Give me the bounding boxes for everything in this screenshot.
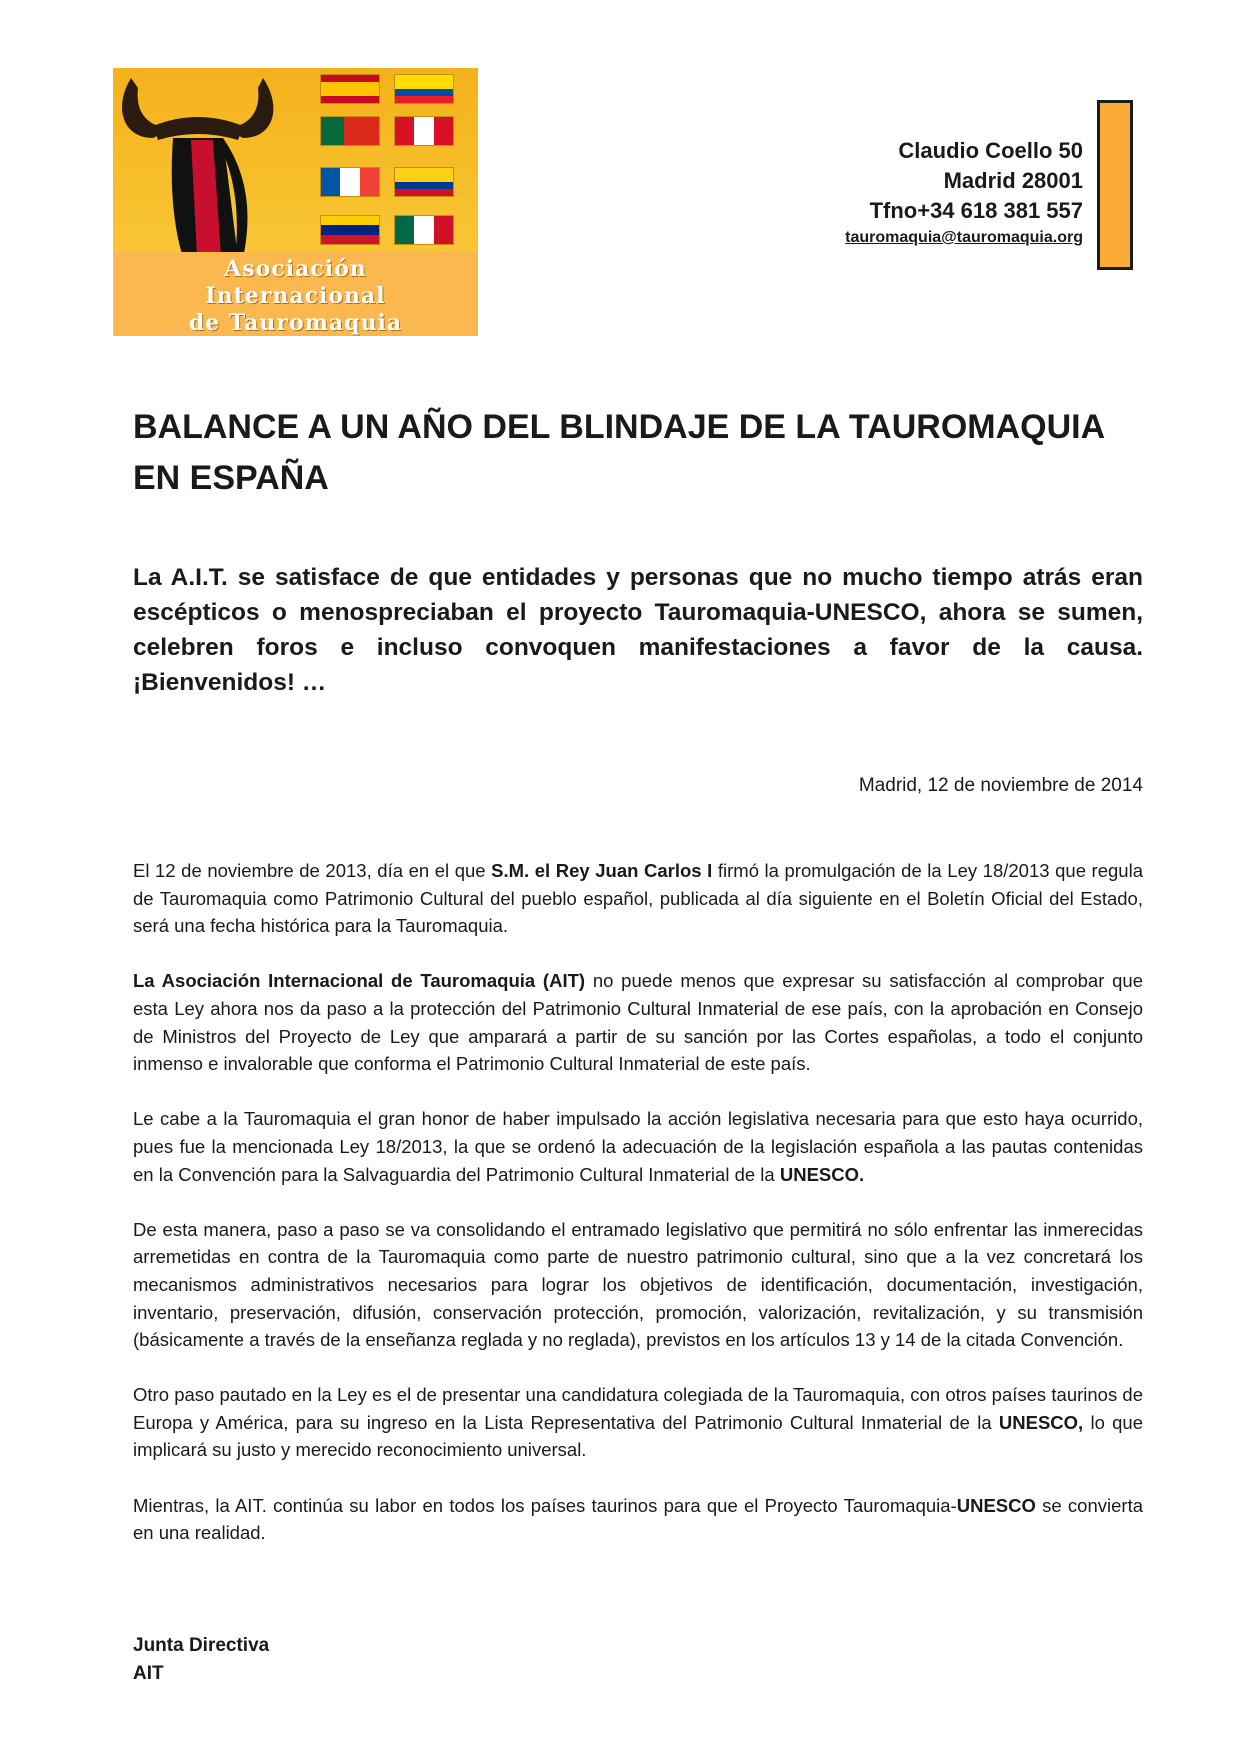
document-body (133, 857, 1143, 1574)
logo-line-2: Internacional (205, 283, 386, 309)
address-phone: Tfno+34 618 381 557 (869, 198, 1083, 223)
p6-text: Mientras, la AIT. continúa su labor en todos los países taurinos para que el Proyecto Tauromaquia- (133, 1494, 957, 1516)
signature-line-2: AIT (133, 1663, 164, 1684)
decorative-side-bar (1097, 100, 1133, 270)
address-email-link[interactable]: tauromaquia@tauromaquia.org (845, 229, 1083, 246)
body-paragraph-6 (133, 1492, 1143, 1547)
spain-flag-icon (320, 74, 380, 104)
logo-line-1: Asociación (224, 256, 367, 282)
p1-text: El 12 de noviembre de 2013, día en el que (133, 860, 492, 881)
p6-bold: UNESCO (956, 1494, 1036, 1516)
p3-bold: UNESCO. (779, 1163, 865, 1185)
p2-bold: La Asociación Internacional de Tauromaquia (AIT) (133, 970, 586, 992)
p5-bold: UNESCO, (998, 1411, 1084, 1433)
body-paragraph-2 (133, 967, 1143, 1077)
body-paragraph-4: De esta manera, paso a paso se va consolidando el entramado legislativo que permitirá no sólo enfrentar las inmerecidas arremetidas en contra de la Tauromaquia como parte de nuestro patrimonio cultural, sino que a la vez concretará los mecanismos administrativos necesarios para lograr los objetivos de identificación, documentación, investigación, inventario, preservación, difusión, conservación protección, promoción, valorización, revitalización, y su transmisión (básicamente a través de la enseñanza reglada y no reglada), previstos en los artículos 13 y 14 de la citada Convención. (133, 1218, 1143, 1351)
logo-line-3: de Tauromaquia (188, 310, 403, 336)
mexico-flag-icon (394, 215, 454, 245)
venezuela-flag-icon (320, 215, 380, 245)
peru-flag-icon (394, 116, 454, 146)
portugal-flag-icon (320, 116, 380, 146)
ecuador-flag-icon (394, 74, 454, 104)
ait-logo (113, 68, 478, 336)
signature-line-1: Junta Directiva (133, 1635, 270, 1656)
body-paragraph-1 (133, 857, 1143, 940)
logo-wordmark (113, 252, 478, 336)
signature-block (133, 1632, 269, 1688)
title-line-2: EN ESPAÑA (133, 459, 329, 497)
address-city: Madrid 28001 (943, 168, 1083, 193)
lead-paragraph: La A.I.T. se satisface de que entidades y personas que no mucho tiempo atrás eran escépticos o menospreciaban el proyecto Tauromaquia-UNESCO, ahora se sumen, celebren foros e incluso convoquen manifestaciones a favor de la causa. ¡Bienvenidos! … (133, 564, 1143, 696)
p6-text-end: se convierta en una realidad. (133, 1494, 1143, 1544)
title-line-1: BALANCE A UN AÑO DEL BLINDAJE DE LA TAUROMAQUIA (133, 408, 1106, 446)
p3-text: Le cabe a la Tauromaquia el gran honor de haber impulsado la acción legislativa necesaria para que esto haya ocurrido, pues fue la mencionada Ley 18/2013, la que se ordenó la adecuación de la legislación española a las pautas contenidas en la Convención para la Salvaguardia del Patrimonio Cultural Inmaterial de la (133, 1108, 1143, 1185)
france-flag-icon (320, 167, 380, 197)
bull-horns-cape-icon (113, 68, 293, 268)
colombia-flag-icon (394, 167, 454, 197)
p1-bold: S.M. el Rey Juan Carlos I (491, 860, 713, 881)
document-date: Madrid, 12 de noviembre de 2014 (858, 775, 1143, 796)
contact-address (845, 136, 1083, 250)
body-paragraph-5 (133, 1381, 1143, 1464)
p5-text-end: lo que implicará su justo y merecido reconocimiento universal. (133, 1411, 1143, 1461)
address-street: Claudio Coello 50 (898, 138, 1083, 163)
p5-text: Otro paso pautado en la Ley es el de presentar una candidatura colegiada de la Tauromaquia, con otros países taurinos de Europa y América, para su ingreso en la Lista Representativa del Patrimonio Cultural Inmaterial de la (133, 1384, 1143, 1433)
p1-text-end: firmó la promulgación de la Ley 18/2013 que regula de Tauromaquia como Patrimonio Cultural del pueblo español, publicada al día siguiente en el Boletín Oficial del Estado, será una fecha histórica para la Tauromaquia. (133, 860, 1143, 937)
document-title (133, 402, 1143, 504)
body-paragraph-3 (133, 1105, 1143, 1188)
p2-text: no puede menos que expresar su satisfacción al comprobar que esta Ley ahora nos da paso a la protección del Patrimonio Cultural Inmaterial de ese país, con la aprobación en Consejo de Ministros del Proyecto de Ley que amparará a partir de su sanción por las Cortes españolas, a todo el conjunto inmenso e invalorable que conforma el Patrimonio Cultural Inmaterial de este país. (133, 970, 1143, 1075)
